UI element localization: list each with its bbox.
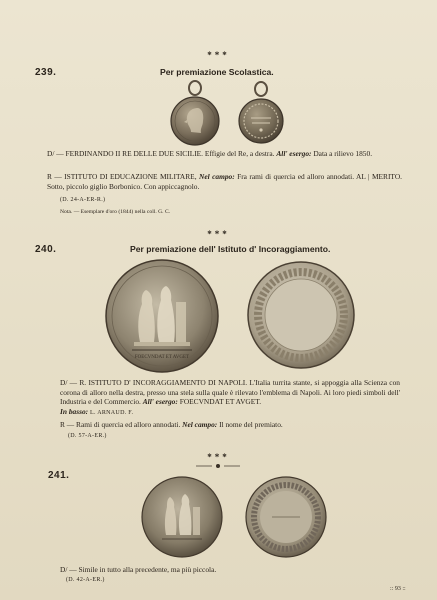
entry-239-note: Nota. — Esemplare d'oro (1844) nella coll. G. C. bbox=[60, 209, 171, 215]
entry-239-reverse-description: R — ISTITUTO DI EDUCAZIONE MILITARE, Nel campo: Fra rami di quercia ed alloro annodati. AL | MERITO. Sotto, piccolo giglio Borbonico. Con appiccagnolo. bbox=[47, 172, 402, 191]
entry-239-obverse-description: D/ — FERDINANDO II RE DELLE DUE SICILIE. Effigie del Re, a destra. All' esergo: Data a rilievo 1850. bbox=[47, 149, 373, 158]
entry-title-240: Per premiazione dell' Istituto d' Incoraggiamento. bbox=[130, 244, 331, 254]
medal-239-obverse-image bbox=[165, 80, 225, 148]
entry-number-241: 241. bbox=[48, 470, 70, 481]
entry-239-reference: (D. 24-A-ER-R.) bbox=[60, 197, 106, 203]
section-separator: *** bbox=[207, 229, 230, 239]
medal-239-reverse-image bbox=[233, 80, 289, 146]
entry-241-reference: (D. 42-A-ER.) bbox=[66, 577, 105, 583]
page-number: :: 93 :: bbox=[390, 586, 406, 592]
medal-240-reverse-image bbox=[246, 260, 356, 370]
entry-title-239: Per premiazione Scolastica. bbox=[160, 67, 274, 77]
svg-text:FOECVNDAT ET AVGET: FOECVNDAT ET AVGET bbox=[134, 355, 190, 360]
entry-number-239: 239. bbox=[35, 67, 57, 78]
entry-number-240: 240. bbox=[35, 244, 57, 255]
entry-241-obverse-description: D/ — Simile in tutto alla precedente, ma più piccola. bbox=[60, 565, 217, 574]
entry-240-reference: (D. 57-A-ER.) bbox=[68, 433, 107, 439]
entry-240-obverse-description: D/ — R. ISTITUTO D' INCORAGGIAMENTO DI NAPOLI. L'Italia turrita stante, si appoggia alla Scienza con corona di alloro nella destra, presso una stela sulla quale è rilevato l'emblema di Napoli. Ai loro piedi simboli dell' Industria e del Commercio. All' esergo: FOECVNDAT ET AVGET. In basso: L. ARNAUD. F. bbox=[60, 378, 400, 416]
section-separator: *** bbox=[207, 50, 230, 60]
medal-241-obverse-image bbox=[140, 475, 224, 559]
medal-241-reverse-image bbox=[244, 475, 328, 559]
ornament-rule bbox=[196, 463, 240, 469]
entry-240-reverse-description: R — Rami di quercia ed alloro annodati. Nel campo: Il nome del premiato. bbox=[60, 420, 283, 429]
section-separator: *** bbox=[207, 452, 230, 462]
medal-240-obverse-image bbox=[104, 258, 220, 374]
